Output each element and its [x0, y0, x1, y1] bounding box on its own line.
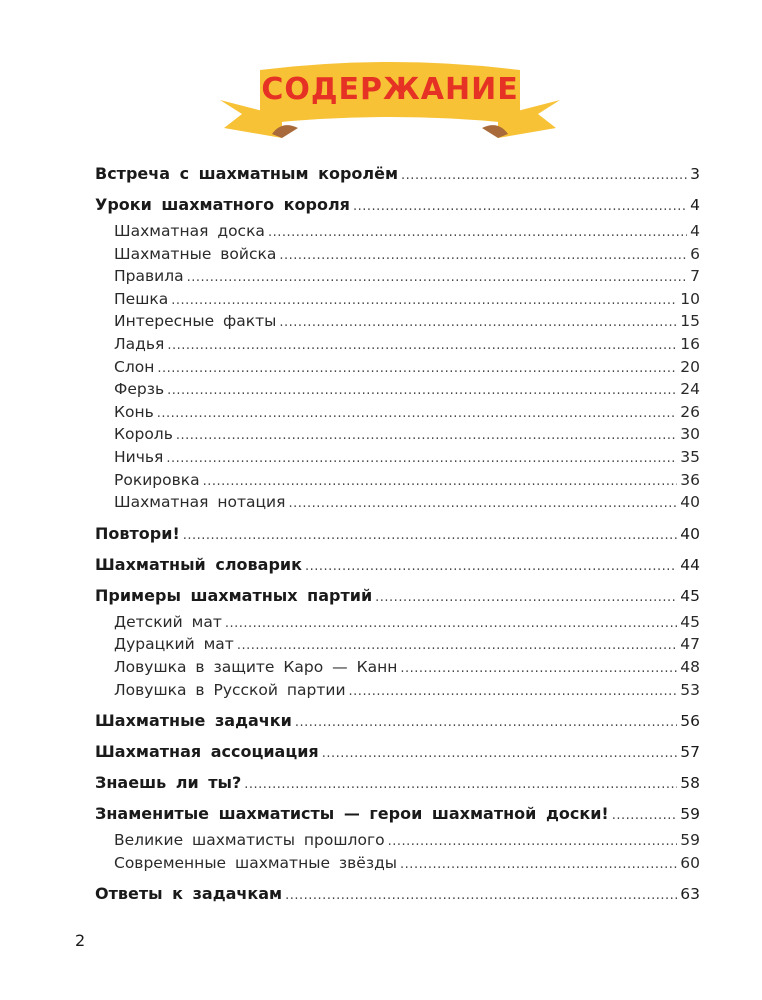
toc-entry-page: 45 — [680, 586, 700, 605]
toc-entry-page: 47 — [680, 635, 700, 654]
toc-entry-title: Великие шахматисты прошлого — [114, 831, 385, 850]
dot-leader — [353, 196, 687, 218]
toc-entry-page: 4 — [690, 196, 700, 214]
dot-leader — [171, 290, 677, 313]
toc-entry-title: Ничья — [114, 447, 164, 466]
toc-entry-page: 7 — [690, 267, 700, 286]
toc-entry-title: Рокировка — [114, 470, 200, 489]
toc-entry-page: 16 — [680, 334, 700, 353]
toc-entry-title: Ладья — [114, 334, 165, 353]
toc-subsection-entry[interactable] — [95, 288, 700, 311]
toc-entry-title: Ответы к задачкам — [95, 884, 283, 904]
toc-entry-page: 40 — [680, 524, 700, 543]
toc-entry-page: 56 — [680, 712, 700, 731]
dot-leader — [183, 525, 678, 547]
toc-entry-page: 57 — [680, 743, 700, 762]
toc-section-entry[interactable] — [95, 194, 700, 216]
dot-leader — [167, 335, 677, 358]
toc-entry-page: 35 — [680, 447, 700, 466]
toc-entry-title: Конь — [114, 402, 154, 421]
toc-entry-page: 59 — [680, 831, 700, 850]
toc-entry-page: 58 — [680, 774, 700, 793]
toc-entry-page: 48 — [680, 657, 700, 676]
toc-section-entry[interactable] — [95, 554, 700, 576]
toc-entry-title: Интересные факты — [114, 312, 277, 331]
table-of-contents — [95, 163, 700, 905]
toc-entry-page: 30 — [680, 425, 700, 444]
dot-leader — [612, 805, 678, 827]
dot-leader — [401, 165, 687, 187]
dot-leader — [203, 471, 678, 494]
dot-leader — [375, 587, 677, 609]
toc-entry-title: Шахматная ассоциация — [95, 742, 319, 762]
toc-entry-page: 3 — [690, 165, 700, 183]
toc-entry-page: 15 — [680, 312, 700, 331]
toc-entry-page: 59 — [680, 805, 700, 824]
dot-leader — [349, 681, 678, 704]
toc-entry-title: Ловушка в защите Каро — Канн — [114, 657, 398, 676]
toc-subsection-entry[interactable] — [95, 243, 700, 266]
toc-subsection-entry[interactable] — [95, 656, 700, 679]
dot-leader — [285, 885, 677, 907]
toc-entry-title: Знаменитые шахматисты — герои шахматной доски! — [95, 804, 609, 824]
dot-leader — [166, 448, 677, 471]
toc-entry-title: Ловушка в Русской партии — [114, 680, 346, 699]
toc-subsection-entry[interactable] — [95, 469, 700, 492]
toc-subsection-entry[interactable] — [95, 401, 700, 424]
dot-leader — [279, 312, 677, 335]
dot-leader — [305, 556, 677, 578]
toc-entry-title: Пешка — [114, 289, 169, 308]
toc-entry-page: 4 — [690, 222, 700, 240]
toc-subsection-entry[interactable] — [95, 378, 700, 401]
toc-entry-page: 24 — [680, 380, 700, 399]
toc-entry-title: Шахматная доска — [114, 222, 265, 240]
dot-leader — [322, 743, 678, 765]
toc-subsection-entry[interactable] — [95, 220, 700, 243]
toc-section-entry[interactable] — [95, 741, 700, 763]
toc-entry-title: Уроки шахматного короля — [95, 195, 350, 214]
dot-leader — [244, 774, 677, 796]
toc-section-entry[interactable] — [95, 803, 700, 825]
dot-leader — [225, 613, 677, 636]
dot-leader — [388, 831, 678, 854]
toc-subsection-entry[interactable] — [95, 265, 700, 288]
toc-entry-title: Шахматный словарик — [95, 554, 302, 574]
toc-entry-title: Примеры шахматных партий — [95, 585, 373, 605]
toc-subsection-entry[interactable] — [95, 491, 700, 514]
toc-entry-title: Правила — [114, 267, 184, 286]
dot-leader — [157, 403, 678, 426]
page-number: 2 — [75, 931, 86, 950]
toc-entry-title: Шахматные задачки — [95, 711, 292, 731]
toc-entry-title: Детский мат — [114, 612, 222, 631]
toc-section-entry[interactable] — [95, 772, 700, 794]
toc-entry-title: Шахматная нотация — [114, 493, 286, 512]
dot-leader — [400, 658, 677, 681]
dot-leader — [237, 635, 677, 658]
toc-entry-title: Шахматные войска — [114, 244, 277, 263]
toc-subsection-entry[interactable] — [95, 633, 700, 656]
toc-entry-title: Повтори! — [95, 523, 180, 543]
dot-leader — [187, 267, 688, 290]
toc-subsection-entry[interactable] — [95, 333, 700, 356]
dot-leader — [268, 222, 687, 245]
toc-entry-page: 63 — [680, 885, 700, 904]
dot-leader — [176, 425, 677, 448]
toc-subsection-entry[interactable] — [95, 679, 700, 702]
toc-section-entry[interactable] — [95, 585, 700, 607]
toc-subsection-entry[interactable] — [95, 611, 700, 634]
dot-leader — [157, 358, 677, 381]
toc-entry-page: 6 — [690, 244, 700, 263]
toc-section-entry[interactable] — [95, 163, 700, 185]
toc-entry-title: Ферзь — [114, 380, 165, 399]
toc-section-entry[interactable] — [95, 523, 700, 545]
toc-entry-page: 60 — [680, 853, 700, 872]
dot-leader — [288, 493, 677, 516]
toc-subsection-entry[interactable] — [95, 423, 700, 446]
toc-section-entry[interactable] — [95, 710, 700, 732]
toc-subsection-entry[interactable] — [95, 852, 700, 875]
toc-entry-title: Знаешь ли ты? — [95, 773, 242, 793]
dot-leader — [400, 854, 677, 877]
toc-entry-page: 40 — [680, 493, 700, 512]
toc-entry-page: 36 — [680, 470, 700, 489]
toc-entry-page: 10 — [680, 289, 700, 308]
toc-subsection-entry[interactable] — [95, 310, 700, 333]
dot-leader — [279, 245, 687, 268]
toc-entry-page: 20 — [680, 357, 700, 376]
toc-section-entry[interactable] — [95, 883, 700, 905]
toc-entry-title: Современные шахматные звёзды — [114, 853, 398, 872]
dot-leader — [167, 380, 677, 403]
toc-subsection-entry[interactable] — [95, 446, 700, 469]
toc-entry-page: 26 — [680, 402, 700, 421]
toc-entry-page: 44 — [680, 555, 700, 574]
toc-entry-title: Король — [114, 425, 173, 444]
page-title: СОДЕРЖАНИЕ — [261, 72, 519, 107]
toc-entry-page: 53 — [680, 680, 700, 699]
dot-leader — [295, 712, 677, 734]
toc-subsection-entry[interactable] — [95, 356, 700, 379]
title-banner — [220, 58, 560, 148]
toc-entry-title: Дурацкий мат — [114, 635, 234, 654]
toc-subsection-entry[interactable] — [95, 829, 700, 852]
toc-entry-title: Слон — [114, 357, 155, 376]
toc-entry-title: Встреча с шахматным королём — [95, 164, 399, 183]
toc-entry-page: 45 — [680, 612, 700, 631]
